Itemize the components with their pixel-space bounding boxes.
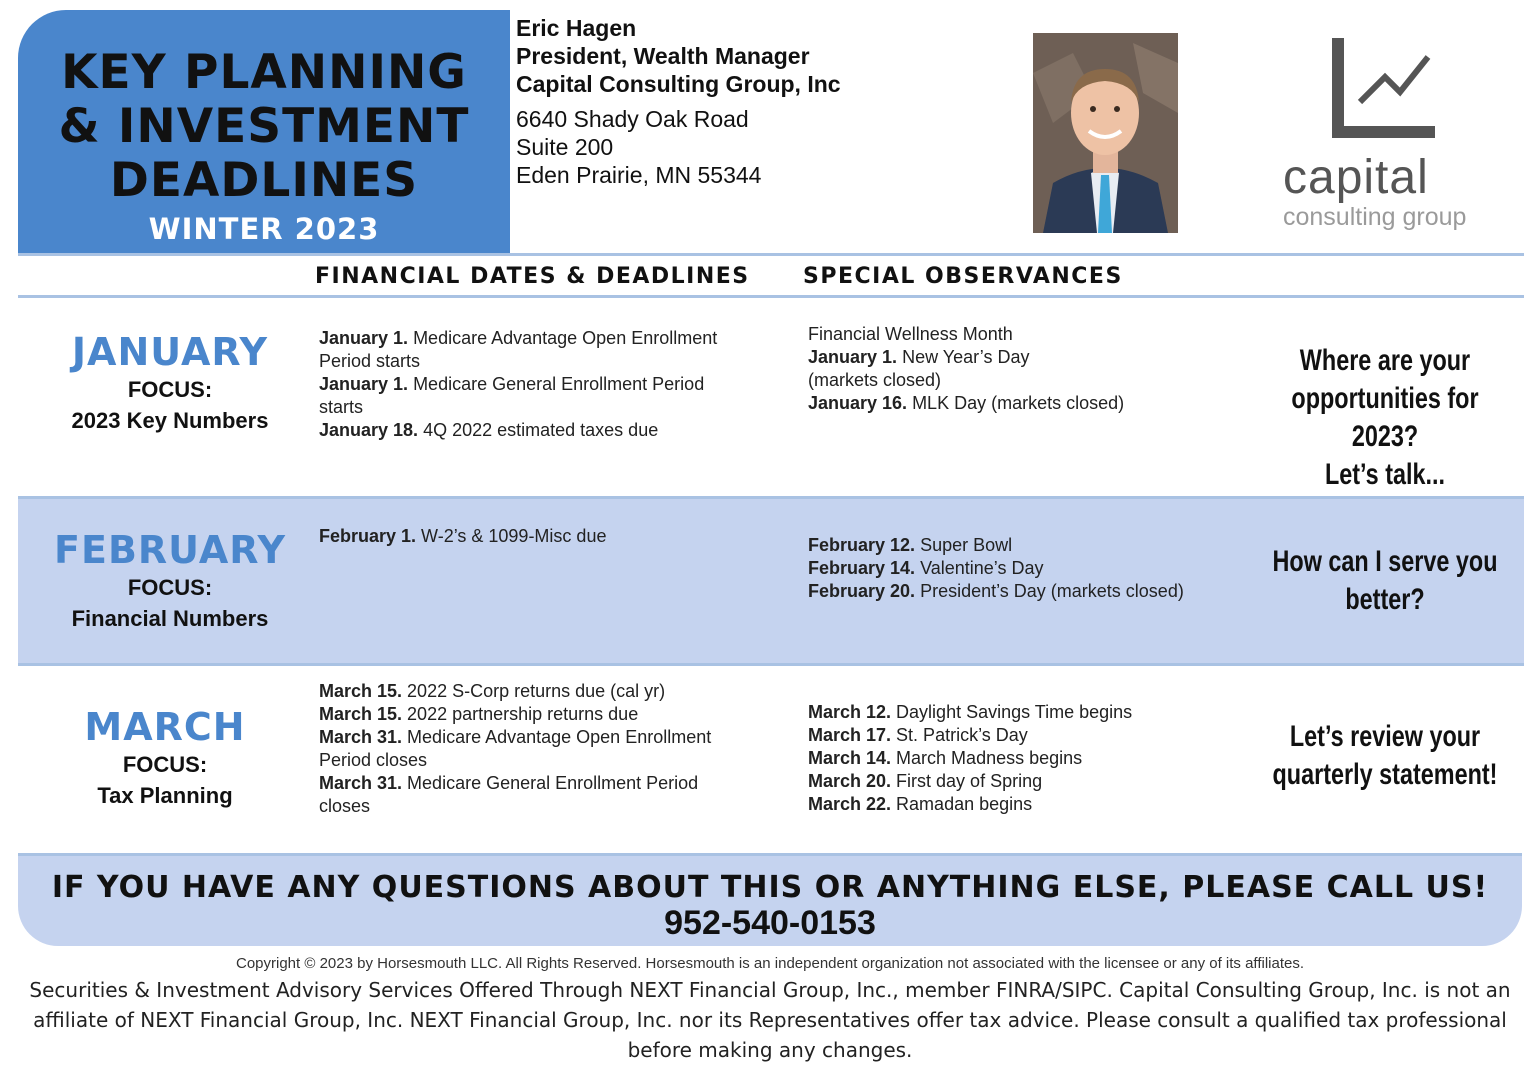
phone-number[interactable]: 952-540-0153 <box>664 904 876 942</box>
cta-march <box>1268 718 1502 794</box>
list-item: January 1. New Year’s Day <box>808 347 1030 367</box>
list-item: March 15. 2022 S-Corp returns due (cal yr) <box>319 681 666 701</box>
list-item: March 22. Ramadan begins <box>808 794 1033 814</box>
list-item: February 20. President’s Day (markets closed) <box>808 581 1184 601</box>
focus-label: FOCUS: <box>122 752 208 777</box>
list-item: January 18. 4Q 2022 estimated taxes due <box>319 420 659 440</box>
january-deadlines <box>319 327 779 442</box>
address-line-3: Eden Prairie, MN 55344 <box>516 162 762 188</box>
focus-topic: Financial Numbers <box>71 606 269 631</box>
title-block <box>18 10 510 253</box>
march-observances <box>808 701 1248 816</box>
contact-banner <box>18 853 1522 946</box>
list-item-cont: Period closes <box>319 750 428 770</box>
month-march: MARCH <box>84 705 246 749</box>
cta-line: quarterly statement! <box>1272 758 1498 791</box>
list-item-cont: closes <box>319 796 371 816</box>
cta-line: How can I serve you <box>1272 545 1498 578</box>
address-line-1: 6640 Shady Oak Road <box>516 106 749 132</box>
list-item-cont: Period starts <box>319 351 421 371</box>
advisor-role: President, Wealth Manager <box>516 43 810 69</box>
observance-intro: Financial Wellness Month <box>808 324 1013 344</box>
cta-line: better? <box>1345 583 1425 616</box>
list-item: January 1. Medicare General Enrollment Period <box>319 374 705 394</box>
focus-topic: Tax Planning <box>97 783 233 808</box>
month-february: FEBRUARY <box>54 528 286 572</box>
march-deadlines <box>319 680 779 818</box>
list-item: February 14. Valentine’s Day <box>808 558 1044 578</box>
cta-february <box>1268 543 1502 619</box>
contact-block <box>516 14 841 189</box>
month-january: JANUARY <box>71 330 269 374</box>
cta-line: opportunities for 2023? <box>1291 382 1479 453</box>
advisor-name: Eric Hagen <box>516 15 637 41</box>
list-item: March 17. St. Patrick’s Day <box>808 725 1028 745</box>
observances-heading: SPECIAL OBSERVANCES <box>803 264 1123 289</box>
company-name: Capital Consulting Group, Inc <box>516 71 841 97</box>
list-item-cont: (markets closed) <box>808 370 942 390</box>
list-item: March 20. First day of Spring <box>808 771 1043 791</box>
list-item: March 12. Daylight Savings Time begins <box>808 702 1133 722</box>
focus-label: FOCUS: <box>127 575 213 600</box>
cta-line: Let’s talk... <box>1324 458 1446 491</box>
disclaimer: Securities & Investment Advisory Services Offered Through NEXT Financial Group, Inc., member FINRA/SIPC. Capital Consulting Group, Inc. is not an affiliate of NEXT Financial Group, Inc. NEXT Financial Group, Inc. nor its Representatives offer tax advice. Please consult a qualified tax professional before making any changes. <box>29 978 1511 1062</box>
season-subtitle: WINTER 2023 <box>148 212 380 246</box>
divider <box>18 295 1524 298</box>
logo-word: capital <box>1283 151 1429 204</box>
february-observances <box>808 534 1248 603</box>
list-item: February 12. Super Bowl <box>808 535 1013 555</box>
chart-growth-icon <box>1280 32 1480 152</box>
banner-question: IF YOU HAVE ANY QUESTIONS ABOUT THIS OR ANYTHING ELSE, PLEASE CALL US! <box>51 870 1489 905</box>
copyright: Copyright © 2023 by Horsesmouth LLC. All Rights Reserved. Horsesmouth is an independent organization not associated with the licensee or any of its affiliates. <box>235 955 1305 972</box>
focus-topic: 2023 Key Numbers <box>71 408 269 433</box>
list-item: March 31. Medicare General Enrollment Period <box>319 773 699 793</box>
title-line-2: & INVESTMENT <box>58 99 470 154</box>
divider <box>18 253 1524 256</box>
list-item: March 15. 2022 partnership returns due <box>319 704 639 724</box>
cta-line: Let’s review your <box>1289 720 1481 753</box>
list-item: January 16. MLK Day (markets closed) <box>808 393 1125 413</box>
list-item-cont: starts <box>319 397 364 417</box>
january-observances <box>808 323 1248 415</box>
title-lines <box>18 46 510 208</box>
logo-subtext: consulting group <box>1283 203 1467 231</box>
focus-label: FOCUS: <box>127 377 213 402</box>
title-line-3: DEADLINES <box>109 153 419 208</box>
advisor-photo <box>1033 33 1178 233</box>
cta-line: Where are your <box>1299 344 1471 377</box>
february-deadlines <box>319 525 779 548</box>
list-item: March 31. Medicare Advantage Open Enrollment <box>319 727 712 747</box>
cta-january <box>1268 342 1502 494</box>
list-item: February 1. W-2’s & 1099-Misc due <box>319 526 607 546</box>
portrait-image <box>1033 33 1178 233</box>
address-line-2: Suite 200 <box>516 134 614 160</box>
list-item: January 1. Medicare Advantage Open Enrollment <box>319 328 718 348</box>
list-item: March 14. March Madness begins <box>808 748 1083 768</box>
title-line-1: KEY PLANNING <box>61 45 467 100</box>
dates-heading: FINANCIAL DATES & DEADLINES <box>315 264 750 289</box>
